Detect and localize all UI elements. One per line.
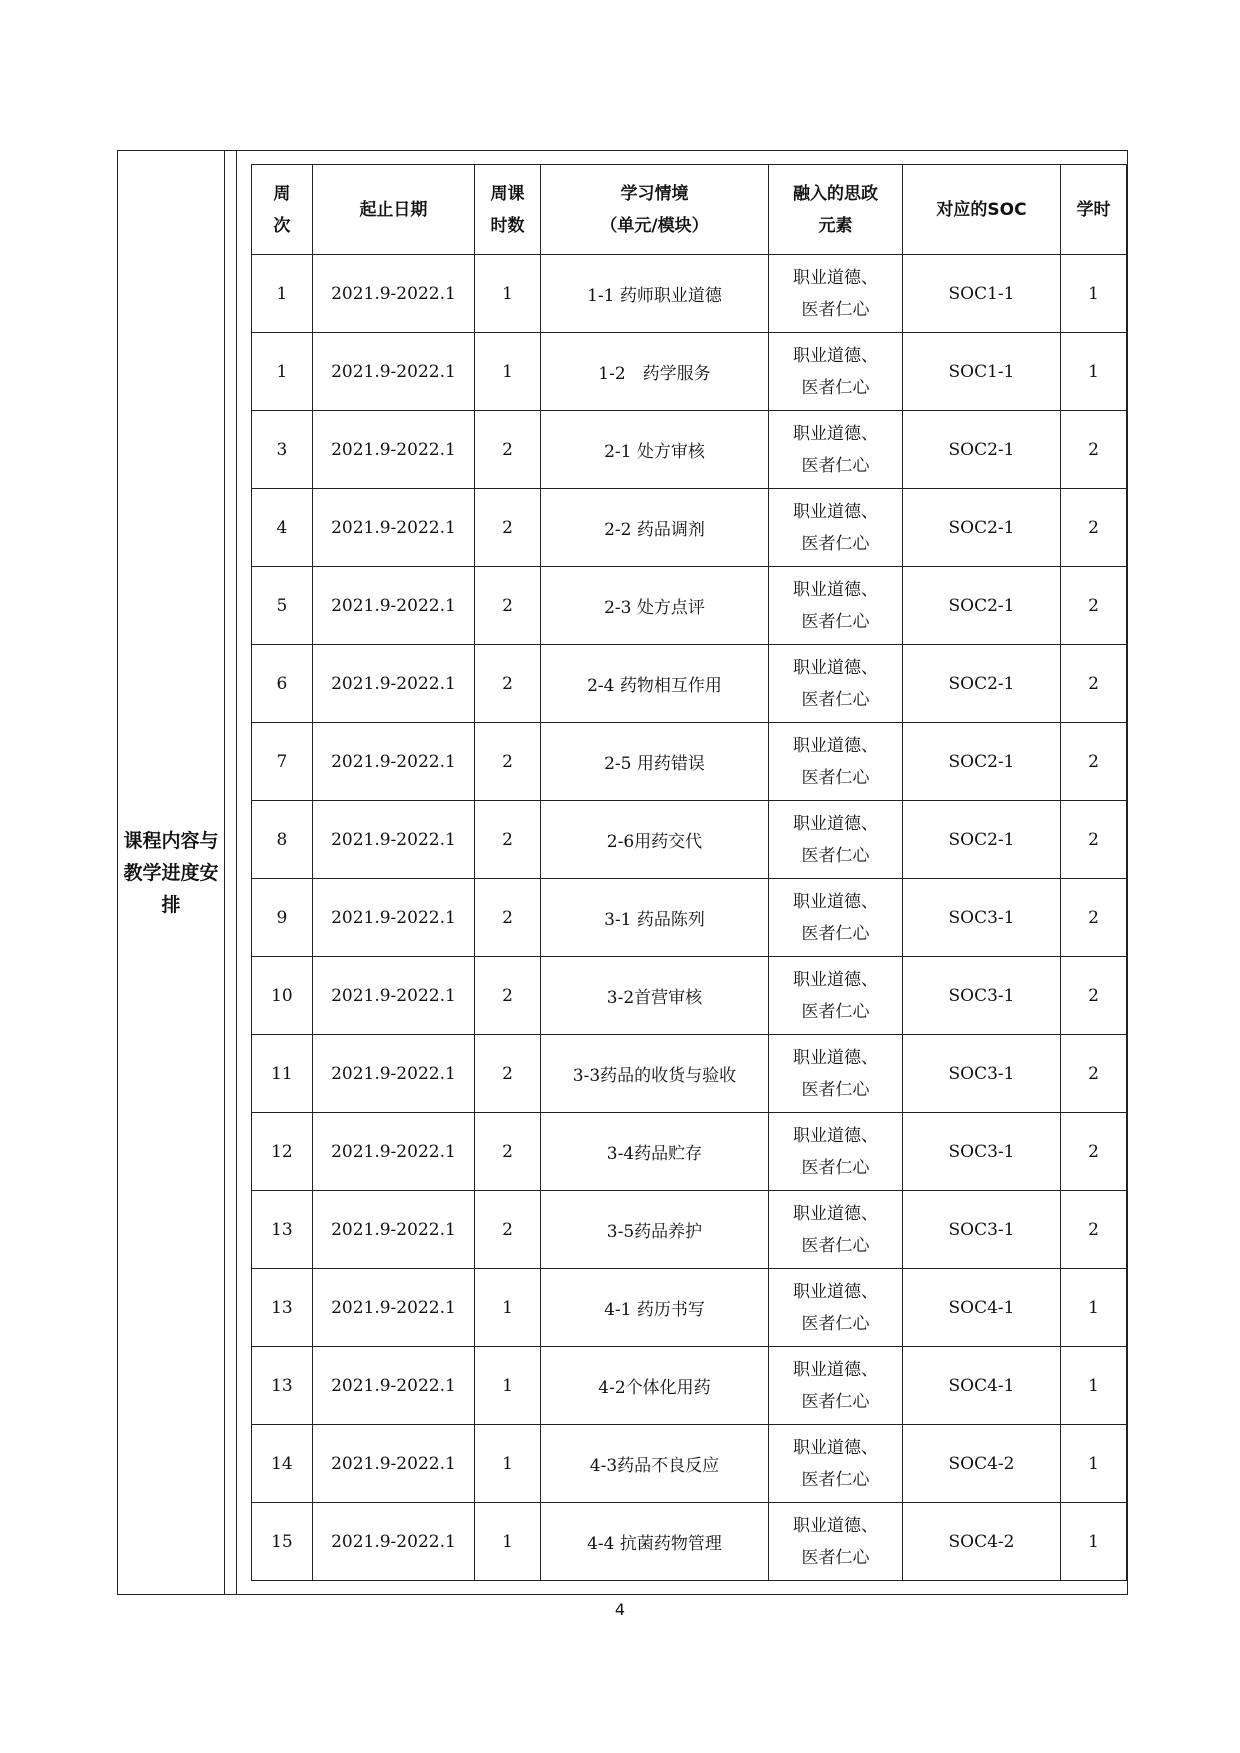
cell-topic: 3-3药品的收货与验收 [540,1035,768,1113]
cell-soc: SOC2-1 [902,645,1060,723]
cell-topic: 4-3药品不良反应 [540,1425,768,1503]
table-row [252,1191,1127,1269]
cell-ideology: 职业道德、医者仁心 [769,255,903,333]
cell-soc: SOC1-1 [902,255,1060,333]
cell-topic: 2-6用药交代 [540,801,768,879]
cell-weekly-hours: 2 [475,1035,541,1113]
cell-week: 12 [252,1113,313,1191]
cell-weekly-hours: 2 [475,567,541,645]
cell-hours: 2 [1061,1191,1127,1269]
cell-dates: 2021.9-2022.1 [312,879,474,957]
cell-ideology: 职业道德、医者仁心 [769,1191,903,1269]
table-row [252,801,1127,879]
table-row [252,567,1127,645]
cell-soc: SOC2-1 [902,567,1060,645]
cell-week: 13 [252,1191,313,1269]
cell-dates: 2021.9-2022.1 [312,801,474,879]
cell-weekly-hours: 2 [475,489,541,567]
cell-dates: 2021.9-2022.1 [312,255,474,333]
side-label-cell [118,151,225,1594]
header-weekly-hours: 周课时数 [475,165,541,255]
cell-ideology: 职业道德、医者仁心 [769,411,903,489]
cell-soc: SOC2-1 [902,489,1060,567]
header-situation [540,165,768,255]
cell-topic: 4-1 药历书写 [540,1269,768,1347]
cell-soc: SOC4-1 [902,1347,1060,1425]
cell-week: 1 [252,333,313,411]
cell-dates: 2021.9-2022.1 [312,1503,474,1581]
cell-topic: 2-5 用药错误 [540,723,768,801]
cell-hours: 1 [1061,1503,1127,1581]
cell-hours: 2 [1061,411,1127,489]
cell-dates: 2021.9-2022.1 [312,1035,474,1113]
table-row [252,1347,1127,1425]
cell-hours: 2 [1061,489,1127,567]
cell-hours: 2 [1061,879,1127,957]
header-hours: 学时 [1061,165,1127,255]
cell-hours: 2 [1061,567,1127,645]
cell-week: 6 [252,645,313,723]
cell-hours: 1 [1061,255,1127,333]
cell-dates: 2021.9-2022.1 [312,645,474,723]
cell-week: 4 [252,489,313,567]
cell-topic: 3-4药品贮存 [540,1113,768,1191]
cell-topic: 2-2 药品调剂 [540,489,768,567]
cell-soc: SOC4-2 [902,1503,1060,1581]
cell-soc: SOC3-1 [902,1191,1060,1269]
cell-soc: SOC3-1 [902,1035,1060,1113]
side-label: 课程内容与教学进度安排 [123,829,219,916]
table-row [252,645,1127,723]
cell-ideology: 职业道德、医者仁心 [769,333,903,411]
cell-dates: 2021.9-2022.1 [312,1425,474,1503]
table-row [252,723,1127,801]
cell-weekly-hours: 2 [475,879,541,957]
cell-weekly-hours: 2 [475,1191,541,1269]
header-situation-line2: （单元/模块） [600,215,709,236]
cell-ideology: 职业道德、医者仁心 [769,957,903,1035]
cell-week: 1 [252,255,313,333]
cell-weekly-hours: 1 [475,333,541,411]
cell-ideology: 职业道德、医者仁心 [769,801,903,879]
cell-soc: SOC1-1 [902,333,1060,411]
table-row [252,1035,1127,1113]
cell-topic: 4-4 抗菌药物管理 [540,1503,768,1581]
table-row [252,1113,1127,1191]
cell-weekly-hours: 2 [475,1113,541,1191]
cell-weekly-hours: 2 [475,723,541,801]
table-row [252,1425,1127,1503]
cell-hours: 2 [1061,801,1127,879]
table-row [252,879,1127,957]
cell-dates: 2021.9-2022.1 [312,411,474,489]
cell-weekly-hours: 1 [475,1503,541,1581]
cell-dates: 2021.9-2022.1 [312,333,474,411]
cell-dates: 2021.9-2022.1 [312,957,474,1035]
cell-ideology: 职业道德、医者仁心 [769,489,903,567]
cell-weekly-hours: 1 [475,1347,541,1425]
cell-weekly-hours: 2 [475,801,541,879]
header-row [252,165,1127,255]
cell-soc: SOC4-2 [902,1425,1060,1503]
cell-ideology: 职业道德、医者仁心 [769,1347,903,1425]
table-row [252,1503,1127,1581]
cell-ideology: 职业道德、医者仁心 [769,1425,903,1503]
header-ideology: 融入的思政元素 [769,165,903,255]
cell-dates: 2021.9-2022.1 [312,723,474,801]
header-situation-line1: 学习情境 [620,183,689,204]
cell-week: 14 [252,1425,313,1503]
cell-weekly-hours: 2 [475,957,541,1035]
cell-hours: 2 [1061,645,1127,723]
table-row [252,957,1127,1035]
cell-soc: SOC3-1 [902,879,1060,957]
schedule-outer-table [117,150,1128,1595]
table-row [252,489,1127,567]
cell-soc: SOC2-1 [902,801,1060,879]
cell-soc: SOC3-1 [902,1113,1060,1191]
cell-ideology: 职业道德、医者仁心 [769,567,903,645]
cell-ideology: 职业道德、医者仁心 [769,879,903,957]
cell-topic: 1-1 药师职业道德 [540,255,768,333]
cell-soc: SOC4-1 [902,1269,1060,1347]
cell-dates: 2021.9-2022.1 [312,1347,474,1425]
cell-hours: 2 [1061,957,1127,1035]
cell-soc: SOC2-1 [902,411,1060,489]
cell-hours: 1 [1061,1425,1127,1503]
cell-ideology: 职业道德、医者仁心 [769,723,903,801]
cell-dates: 2021.9-2022.1 [312,567,474,645]
header-dates: 起止日期 [312,165,474,255]
cell-ideology: 职业道德、医者仁心 [769,1113,903,1191]
schedule-table [251,164,1127,1581]
cell-week: 15 [252,1503,313,1581]
table-row [252,1269,1127,1347]
cell-topic: 2-4 药物相互作用 [540,645,768,723]
cell-ideology: 职业道德、医者仁心 [769,1035,903,1113]
cell-weekly-hours: 1 [475,1425,541,1503]
header-week: 周次 [252,165,313,255]
cell-dates: 2021.9-2022.1 [312,489,474,567]
cell-hours: 1 [1061,333,1127,411]
cell-topic: 2-3 处方点评 [540,567,768,645]
cell-topic: 1-2 药学服务 [540,333,768,411]
cell-week: 11 [252,1035,313,1113]
cell-dates: 2021.9-2022.1 [312,1269,474,1347]
cell-soc: SOC3-1 [902,957,1060,1035]
cell-hours: 1 [1061,1347,1127,1425]
cell-topic: 4-2个体化用药 [540,1347,768,1425]
cell-ideology: 职业道德、医者仁心 [769,1503,903,1581]
cell-topic: 3-2首营审核 [540,957,768,1035]
cell-weekly-hours: 1 [475,255,541,333]
cell-week: 13 [252,1269,313,1347]
cell-topic: 3-5药品养护 [540,1191,768,1269]
table-row [252,333,1127,411]
cell-week: 8 [252,801,313,879]
cell-week: 5 [252,567,313,645]
cell-dates: 2021.9-2022.1 [312,1113,474,1191]
cell-ideology: 职业道德、医者仁心 [769,1269,903,1347]
cell-weekly-hours: 2 [475,645,541,723]
inner-divider [236,151,237,1594]
header-soc: 对应的SOC [902,165,1060,255]
cell-hours: 2 [1061,723,1127,801]
table-row [252,255,1127,333]
cell-hours: 2 [1061,1035,1127,1113]
cell-week: 3 [252,411,313,489]
page-number: 4 [614,1600,626,1619]
cell-soc: SOC2-1 [902,723,1060,801]
cell-week: 13 [252,1347,313,1425]
cell-week: 7 [252,723,313,801]
cell-weekly-hours: 1 [475,1269,541,1347]
table-row [252,411,1127,489]
cell-hours: 1 [1061,1269,1127,1347]
cell-topic: 3-1 药品陈列 [540,879,768,957]
cell-dates: 2021.9-2022.1 [312,1191,474,1269]
cell-hours: 2 [1061,1113,1127,1191]
cell-week: 9 [252,879,313,957]
cell-ideology: 职业道德、医者仁心 [769,645,903,723]
cell-weekly-hours: 2 [475,411,541,489]
cell-topic: 2-1 处方审核 [540,411,768,489]
cell-week: 10 [252,957,313,1035]
